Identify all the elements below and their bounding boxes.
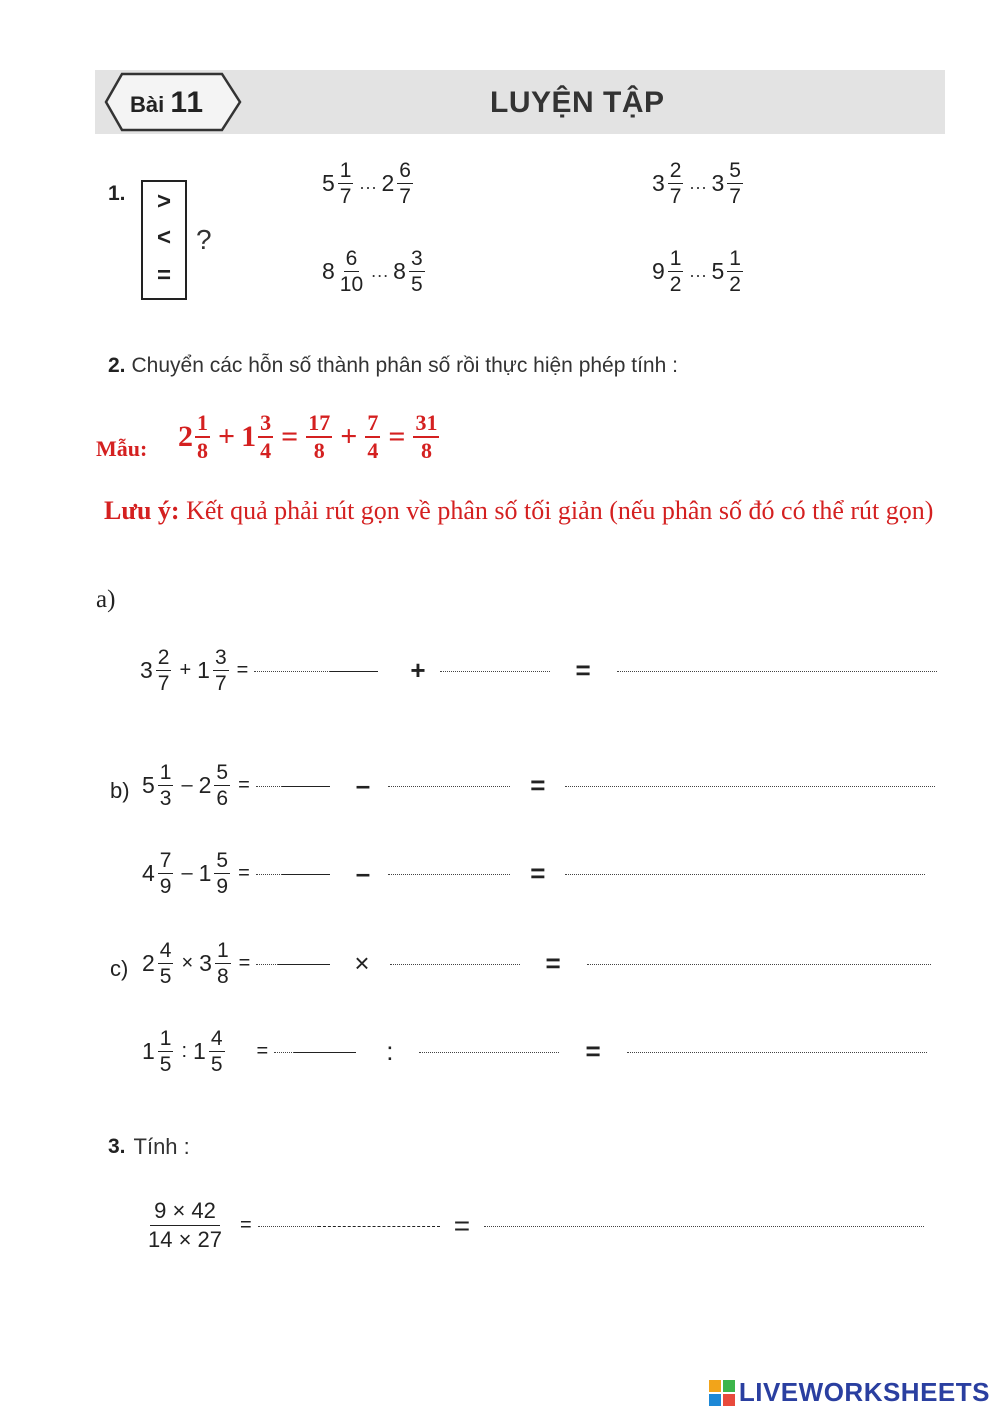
numerator: 31	[413, 412, 439, 438]
answer-blank-1[interactable]	[274, 1051, 294, 1053]
numerator: 2	[157, 646, 170, 669]
denominator: 5	[159, 1053, 172, 1076]
liveworksheets-logo	[709, 1377, 990, 1408]
part-c-label: c)	[110, 956, 129, 981]
compare-pair-4	[652, 248, 745, 295]
whole: 2	[142, 950, 155, 976]
whole: 3	[652, 170, 665, 196]
equals-sign: =	[530, 858, 546, 888]
answer-blank-1-line	[330, 670, 378, 672]
numerator: 1	[729, 247, 741, 270]
denominator: 8	[216, 965, 229, 988]
answer-result[interactable]	[484, 1225, 924, 1227]
answer-blank-1-line	[282, 873, 330, 875]
compare-pair-3	[322, 248, 427, 295]
denominator: 3	[159, 787, 172, 810]
calc-row-a	[140, 647, 937, 694]
numerator: 1	[159, 761, 172, 784]
sample-expression	[178, 412, 441, 462]
denominator: 5	[210, 1053, 223, 1076]
exercise-3-heading	[108, 1134, 190, 1160]
whole: 5	[142, 772, 155, 798]
lesson-label: Bài	[130, 92, 165, 117]
whole: 1	[198, 860, 212, 886]
calc-row-c1	[142, 940, 931, 987]
comparison-symbol-box	[141, 180, 187, 300]
answer-blank-1[interactable]	[258, 1225, 318, 1227]
equals-sign: =	[388, 420, 406, 453]
numerator: 6	[399, 159, 411, 182]
exercise-3-number: 3.	[108, 1135, 126, 1158]
denominator: 10	[339, 273, 364, 296]
equals-sign: =	[256, 1040, 269, 1062]
operator: +	[179, 659, 192, 681]
answer-result[interactable]	[565, 785, 935, 787]
answer-blank-2[interactable]	[440, 670, 550, 672]
calc-row-b1	[142, 762, 935, 809]
denominator: 7	[157, 672, 170, 695]
answer-blank-1[interactable]	[256, 963, 278, 965]
numerator: 1	[339, 159, 352, 182]
denominator: 4	[367, 438, 379, 463]
blank-dots[interactable]: ...	[359, 173, 378, 193]
lesson-badge	[130, 86, 204, 120]
calc-row-c2	[142, 1028, 927, 1075]
denominator: 2	[729, 273, 741, 296]
denominator: 7	[339, 185, 352, 208]
answer-result[interactable]	[617, 670, 937, 672]
whole: 3	[199, 950, 212, 976]
denominator: 2	[669, 273, 682, 296]
question-mark: ?	[196, 224, 212, 255]
part-b-label: b)	[110, 778, 130, 803]
denominator: 4	[260, 438, 272, 463]
note-label: Lưu ý:	[104, 496, 180, 525]
numerator: 4	[210, 1027, 223, 1050]
numerator: 4	[159, 939, 172, 962]
page-title: LUYỆN TẬP	[490, 86, 665, 119]
numerator: 17	[306, 412, 332, 438]
compare-pair-1	[322, 160, 415, 207]
whole: 9	[652, 258, 665, 284]
less-than-symbol: <	[156, 224, 171, 251]
numerator: 2	[669, 159, 682, 182]
plus-sign: +	[218, 420, 236, 453]
equals-sign: =	[238, 952, 251, 974]
numerator: 3	[214, 646, 227, 669]
equals-sign: =	[545, 948, 561, 978]
note-paragraph	[96, 494, 936, 528]
operator: :	[181, 1040, 188, 1062]
whole: 3	[140, 657, 153, 683]
compare-pair-2	[652, 160, 745, 207]
whole: 2	[178, 420, 193, 453]
numerator: 5	[216, 849, 229, 872]
operator: –	[355, 770, 371, 800]
whole: 2	[198, 772, 212, 798]
answer-result[interactable]	[565, 873, 925, 875]
numerator: 7	[365, 412, 380, 438]
exercise-1-number: 1.	[108, 182, 126, 205]
whole: 4	[142, 860, 155, 886]
operator: ×	[181, 952, 194, 974]
exercise-2-heading	[108, 354, 678, 378]
calc-row-3	[142, 1200, 924, 1251]
whole: 8	[393, 258, 406, 284]
denominator: 8	[197, 438, 208, 463]
numerator: 5	[729, 159, 741, 182]
denominator: 9	[216, 875, 229, 898]
denominator: 7	[399, 185, 411, 208]
numerator: 1	[195, 412, 210, 438]
denominator: 5	[159, 965, 172, 988]
numerator: 1	[159, 1027, 172, 1050]
whole: 3	[711, 170, 725, 196]
answer-blank-1-line	[294, 1051, 356, 1053]
equals-sign: =	[281, 420, 299, 453]
numerator: 3	[410, 247, 423, 270]
answer-blank-2[interactable]	[388, 873, 510, 875]
exercise-3-label: Tính :	[133, 1134, 190, 1159]
operator: –	[355, 858, 371, 888]
numerator: 1	[216, 939, 229, 962]
denominator: 7	[729, 185, 741, 208]
whole: 1	[241, 420, 257, 453]
equals-sign: =	[238, 774, 250, 796]
numerator: 1	[669, 247, 682, 270]
blank-dots[interactable]: ...	[689, 173, 708, 193]
operator: –	[181, 862, 193, 884]
answer-blank-1[interactable]	[256, 873, 282, 875]
operator: :	[386, 1036, 394, 1066]
answer-blank-1-line	[282, 785, 330, 787]
calc-row-b2	[142, 850, 925, 897]
whole: 2	[381, 170, 395, 196]
answer-blank-1-line	[318, 1225, 440, 1227]
operator: +	[410, 655, 426, 685]
answer-blank-1-line	[278, 963, 330, 965]
equals-symbol: =	[156, 262, 171, 289]
operator: ×	[354, 948, 370, 978]
answer-result[interactable]	[587, 963, 931, 965]
greater-than-symbol: >	[156, 188, 171, 215]
denominator: 8	[313, 438, 325, 463]
denominator: 5	[410, 273, 423, 296]
whole: 1	[142, 1038, 155, 1064]
lesson-number: 11	[170, 86, 205, 119]
numerator: 9 × 42	[150, 1200, 220, 1226]
equals-sign: =	[236, 659, 249, 681]
denominator: 7	[669, 185, 682, 208]
answer-result[interactable]	[627, 1051, 927, 1053]
whole: 1	[197, 657, 210, 683]
blank-dots[interactable]: ...	[371, 261, 390, 281]
equals-sign: =	[240, 1214, 252, 1236]
exercise-2-instruction: Chuyển các hỗn số thành phân số rồi thực hiện phép tính :	[131, 354, 678, 377]
sample-label: Mẫu:	[96, 436, 148, 461]
denominator: 8	[420, 438, 432, 463]
denominator: 6	[216, 787, 229, 810]
equals-sign: =	[453, 1209, 471, 1241]
answer-blank-2[interactable]	[390, 963, 520, 965]
denominator: 9	[159, 875, 172, 898]
answer-blank-2[interactable]	[388, 785, 510, 787]
note-text: Kết quả phải rút gọn về phân số tối giản (nếu phân số đó có thể rút gọn)	[179, 496, 934, 525]
whole: 8	[322, 258, 335, 284]
exercise-2-number: 2.	[108, 354, 126, 377]
operator: –	[181, 774, 193, 796]
equals-sign: =	[585, 1036, 601, 1066]
whole: 5	[322, 170, 335, 196]
plus-sign: +	[340, 420, 358, 453]
answer-blank-1[interactable]	[254, 670, 330, 672]
whole: 1	[193, 1038, 206, 1064]
part-a-label: a)	[96, 586, 116, 613]
numerator: 6	[345, 247, 358, 270]
numerator: 5	[216, 761, 229, 784]
blank-dots[interactable]: ...	[689, 261, 708, 281]
whole: 5	[711, 258, 725, 284]
equals-sign: =	[238, 862, 250, 884]
numerator: 7	[159, 849, 172, 872]
liveworksheets-logo-text: LIVEWORKSHEETS	[738, 1377, 990, 1407]
denominator: 7	[214, 672, 227, 695]
equals-sign: =	[530, 770, 546, 800]
numerator: 3	[258, 412, 273, 438]
denominator: 14 × 27	[148, 1227, 223, 1252]
answer-blank-1[interactable]	[256, 785, 282, 787]
answer-blank-2[interactable]	[419, 1051, 559, 1053]
equals-sign: =	[575, 655, 591, 685]
liveworksheets-logo-icon	[709, 1380, 735, 1406]
